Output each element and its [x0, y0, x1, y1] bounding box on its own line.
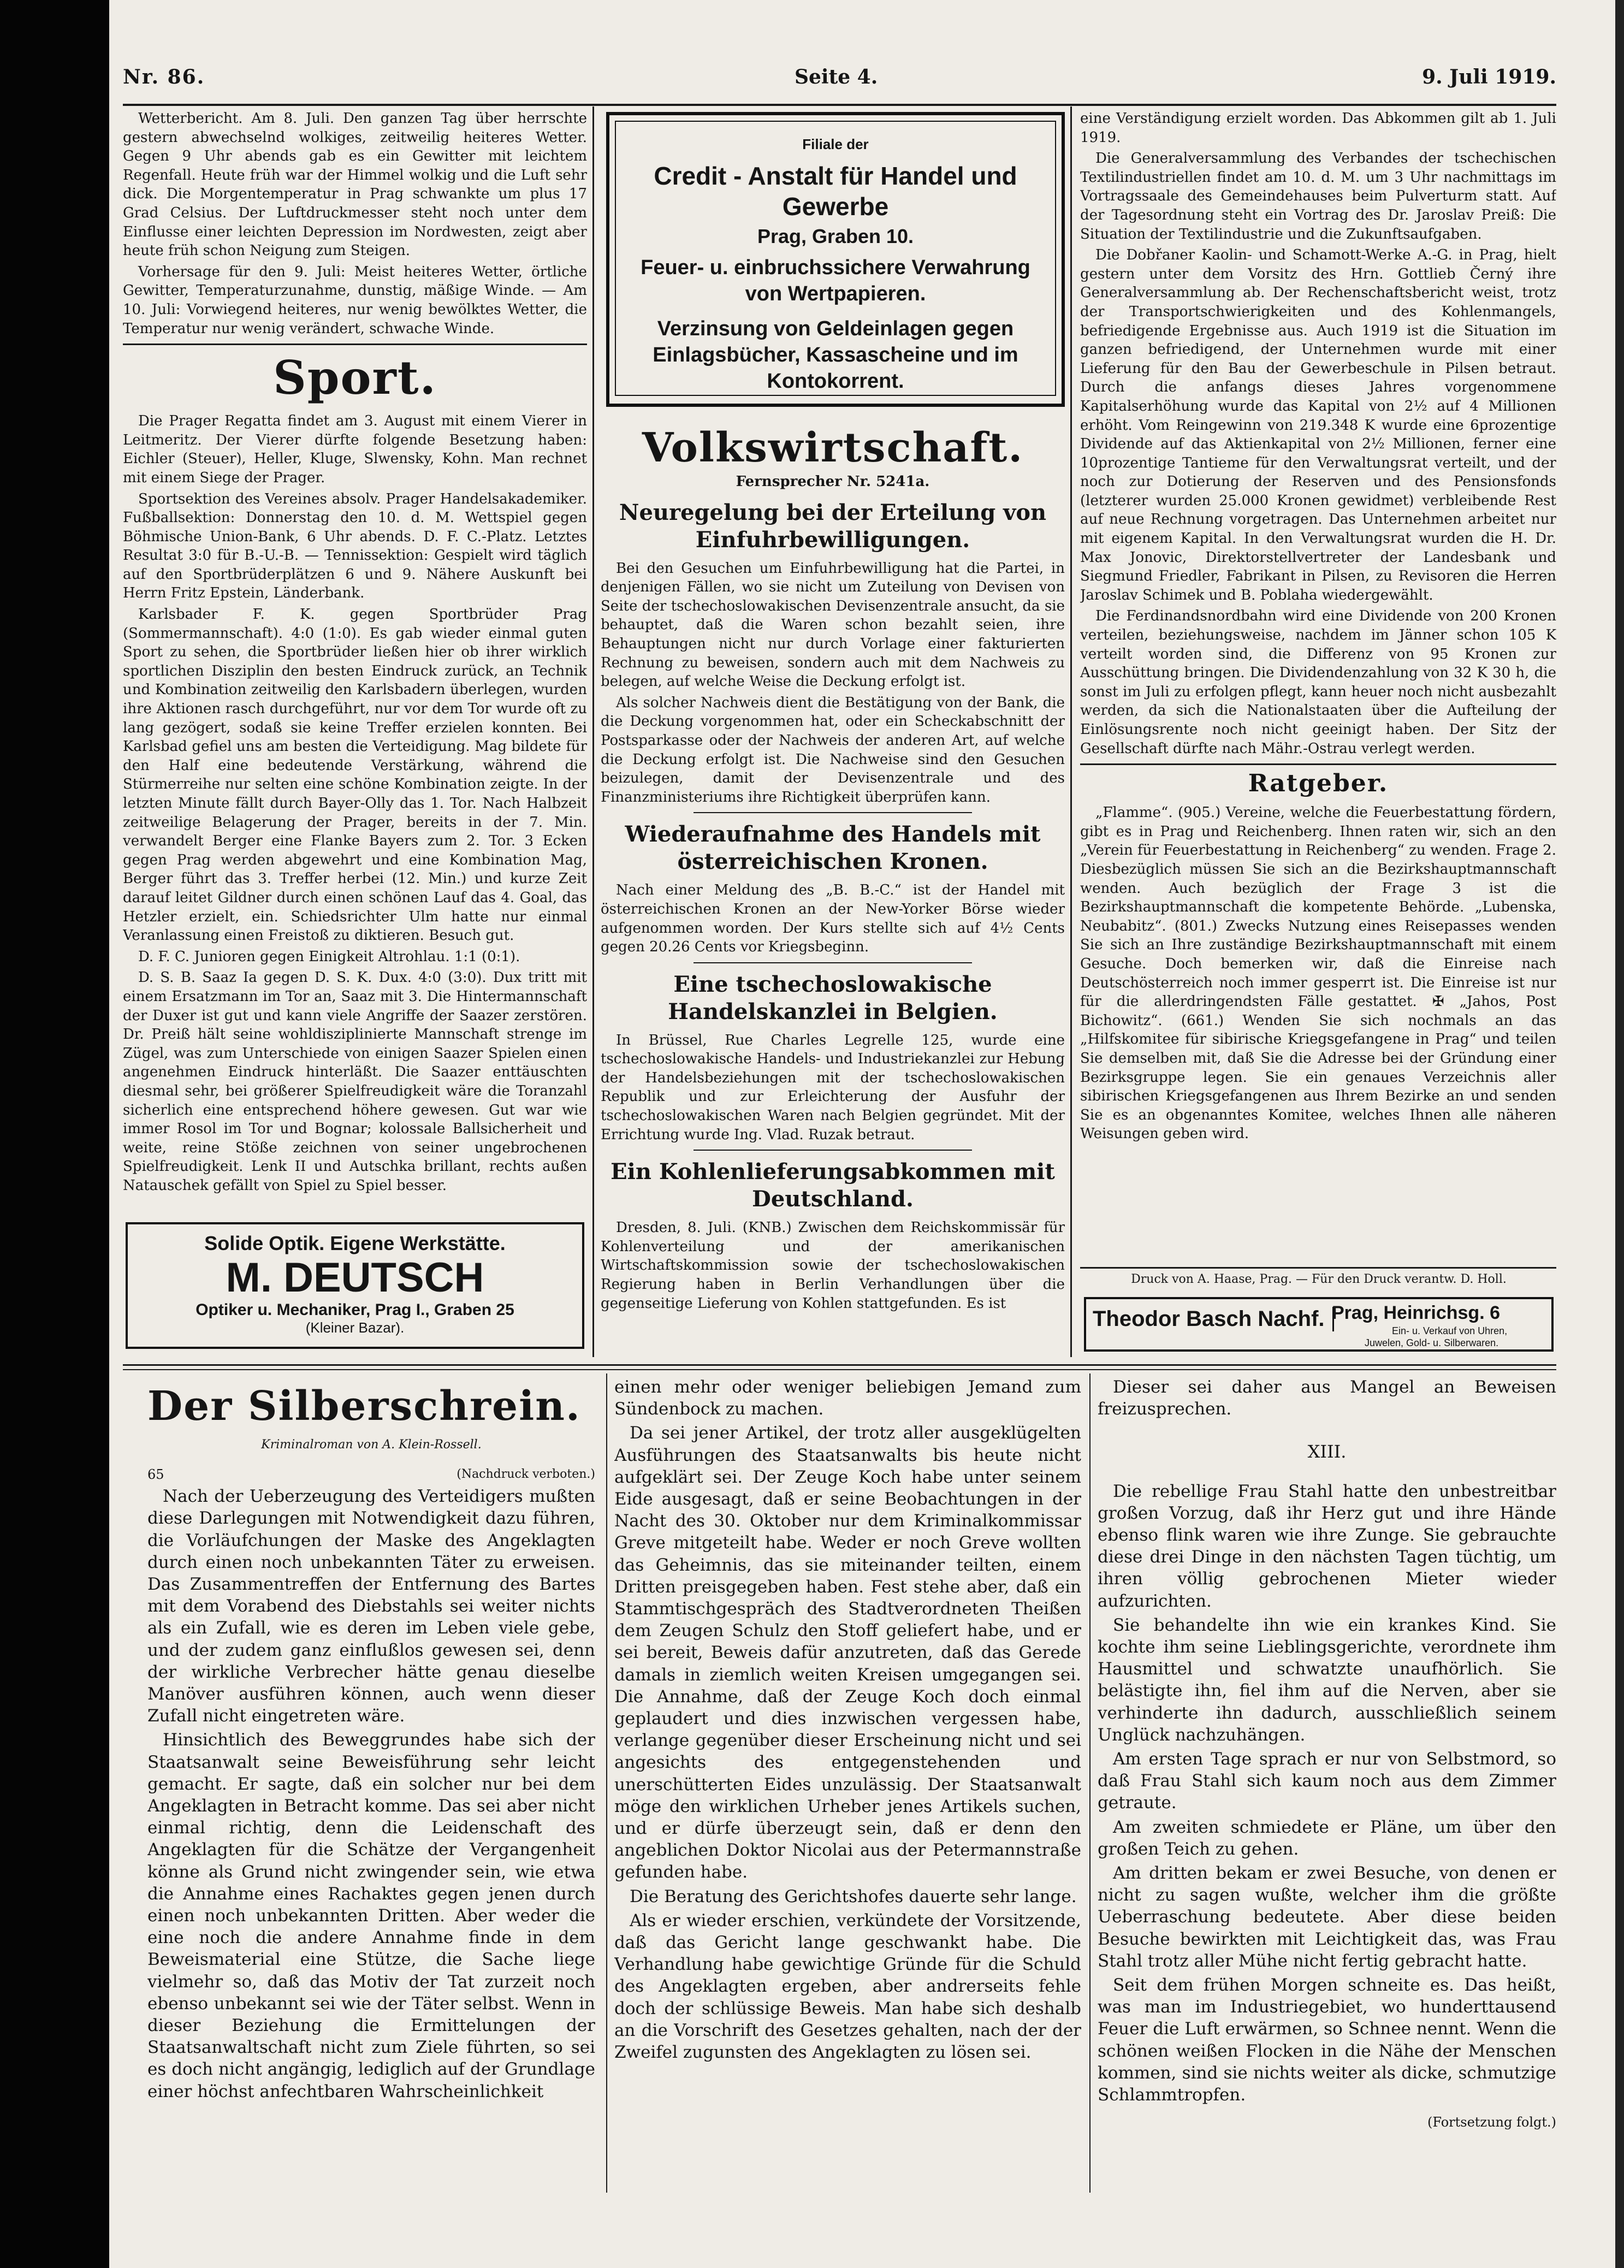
novel-column-rule-1 [606, 1373, 607, 2193]
import-permits-p2: Als solcher Nachweis dient die Bestätigung von der Bank, die die Deckung vorgenommen hat, oder ein Scheckabschnitt der Postsparkasse oder der Nachweis der anderen Art, auf welche die Deckung erfolgt ist. Die Nachweise sind den Gesuchen beizulegen, damit der Devisenzentrale und des Finanzministeriums ihre Richtigkeit überprüfen kann. [601, 694, 1065, 806]
sport-juniors: D. F. C. Junioren gegen Einigkeit Altrohlau. 1:1 (0:1). [138, 948, 520, 965]
ad-bank-filiale: Filiale der [802, 136, 869, 152]
sport-saaz: D. S. B. Saaz Ia gegen D. S. K. Dux. 4:0 (3:0). Dux tritt mit einem Ersatzmann im Tor an, Saaz mit 3. Die Hintermannschaft der Duxer ist gut und kann viele Angriffe der Saazer zerstören. Dr. Preiß hält seine wohldisziplinierte Mannschaft strenge im Zügel, was zum Unterschiede von einigen Saazer Spielen einen angenehmen Eindruck hinterläßt. Die Saazer enttäuschten diesmal sehr, bei größerer Spielfreudigkeit wäre die Toranzahl sicherlich eine entsprechend höhere gewesen. Gut war wie immer Rosol im Tor und Bognar; kolossale Ballsicherheit und weite, reine Stöße zeichnen von seiner ungebrochenen Spielfreudigkeit. Lenk II und Autschka brillant, rechts außen Natauschek gefällt von Spiel zu Spiel besser. [123, 969, 587, 1194]
novel-a1: Nach der Ueberzeugung des Verteidigers mußten diese Darlegungen mit Notwendigkeit dazu führen, die Vorläufchungen der Maske des Angeklagten durch einen noch unbekannten Täter zu erweisen. Das Zusammentreffen der Entfernung des Bartes mit dem Vorabend des Diebstahls sei weiter nichts als ein Zufall, wie es deren im Leben viele gebe, und der zudem ganz einflußlos gewesen sei, denn der wirkliche Verbrecher hätte genau dieselbe Manöver ausführen können, auch wenn dieser Zufall nicht eingetreten wäre. [147, 1487, 595, 1726]
column-3 [1080, 109, 1556, 1267]
sport-handelsakademiker: Sportsektion des Vereines absolv. Prager Handelsakademiker. Fußballsektion: Donnerstag den 10. d. M. Wettspiel gegen Böhmische Union-Bank, 6 Uhr abends. D. F. C.-Platz. Letztes Resultat 3:0 für B.-U.-B. — Tennissektion: Gespielt wird täglich auf den Sportbrüderplätzen 6 und 9. Nähere Auskunft bei Herrn Fritz Epstein, Länderbank. [123, 490, 587, 602]
novel-c6: Am dritten bekam er zwei Besuche, von denen er nicht zu sagen wußte, welcher ihm die größte Ueberraschung bedeutete. Aber diese beiden Besuche bewirkten mit Leichtigkeit das, was Frau Stahl trotz aller Mühe nicht fertig gebracht hatte. [1098, 1863, 1556, 1971]
novel-c5: Am zweiten schmiedete er Pläne, um über den großen Teich zu gehen. [1098, 1817, 1556, 1859]
economy-phone: Fernsprecher Nr. 5241a. [736, 473, 930, 490]
ad-basch-name: Theodor Basch Nachf. [1093, 1307, 1334, 1331]
ad-basch-address: Prag, Heinrichsg. 6 [1332, 1302, 1500, 1323]
scan-border-right [1615, 0, 1624, 2268]
novel-b2: Da sei jener Artikel, der trotz aller ausgeklügelten Ausführungen des Staatsanwalts bis heute nicht aufgeklärt sei. Der Zeuge Koch habe unter seinem Eide ausgesagt, daß er seine Beobachtungen in der Nacht des 30. Oktober nur dem Kriminalkommissar Greve mitgeteilt habe. Weder er noch Greve wollten das Geheimnis, das sie miteinander teilten, einem Dritten preisgegeben haben. Fest stehe aber, daß ein Stammtischgespräch des Stadtverordneten Theißen dem Zeugen Schulz den Stoff geliefert habe, und er sei bereit, Beweis dafür anzutreten, daß das Gerede damals in ziemlich weiten Kreisen umgegangen sei. Die Annahme, daß der Zeuge Koch doch einmal geplaudert und dies inzwischen vergessen habe, verlange gegenüber dieser Erscheinung nicht und sei angesichts des entgegenstehenden und unerschütterten Eides unzulässig. Der Staatsanwalt möge den wirklichen Urheber jenes Artikels suchen, und er dürfe überzeugt sein, daß er denn den angeblichen Doktor Nicolai aus der Petermannstraße gefunden habe. [614, 1423, 1081, 1882]
novel-installment [147, 1464, 595, 1485]
ad-optik-address: Optiker u. Mechaniker, Prag I., Graben 25 [195, 1301, 514, 1319]
ad-optik-tagline: Solide Optik. Eigene Werkstätte. [204, 1232, 506, 1254]
page-number: Seite 4. [795, 66, 878, 88]
weather-report: Wetterbericht. Am 8. Juli. Den ganzen Tag über herrschte gestern abwechselnd wolkiges, zeitweilig heiteres Wetter. Gegen 9 Uhr abends gab es ein Gewitter mit leichtem Regenfall. Heute früh war der Himmel wolkig und die Luft sehr dick. Die Morgentemperatur in Prag schwankte um plus 17 Grad Celsius. Der Luftdruckmesser steht noch unter dem Einflusse einer leichten Depression im Nordwesten, zeigt aber heute früh schon Neigung zum Steigen. [123, 110, 587, 259]
heading-import-permits: Neuregelung bei der Erteilung von Einfuhrbewilligungen. [619, 499, 1047, 553]
ad-optik-deutsch [126, 1222, 584, 1349]
ad-theodor-basch [1084, 1297, 1554, 1352]
column-rule-2 [1070, 106, 1072, 1357]
column-1 [123, 109, 587, 1212]
novel-b1: einen mehr oder weniger beliebigen Jemand zum Sündenbock zu machen. [614, 1377, 1081, 1419]
novel-author: Kriminalroman von A. Klein-Rossell. [261, 1438, 482, 1452]
sport-heading: Sport. [273, 351, 437, 405]
article-rule [694, 1150, 972, 1151]
weather-forecast: Vorhersage für den 9. Juli: Meist heiteres Wetter, örtliche Gewitter, Temperaturzunahme, dunstig, mäßige Winde. — Am 10. Juli: Vorwiegend heiteres, nur wenig bewölktes Wetter, die Temperatur nur wenig verändert, schwache Winde. [123, 263, 587, 337]
header-rule [123, 104, 1556, 106]
heading-belgium-office: Eine tschechoslowakische Handelskanzlei in Belgien. [668, 971, 998, 1025]
chapter-number: XIII. [1307, 1441, 1347, 1462]
novel-c7: Seit dem frühen Morgen schneite es. Das heißt, was man im Industriegebiet, wo hunderttausend Feuer die Luft erwärmen, so Schnee nennt. Wenn die schönen weißen Flocken in die Nähe der Menschen kommen, sind sie nichts weiter als dicke, schmutzige Schlammtropfen. [1098, 1975, 1556, 2105]
ad-optik-name: M. DEUTSCH [226, 1254, 484, 1301]
ad-basch-goods: Juwelen, Gold- u. Silberwaren. [1365, 1337, 1499, 1348]
ad-bank-interest: Verzinsung von Geldeinlagen gegen Einlagsbücher, Kassascheine und im Kontokorrent. [653, 317, 1018, 393]
ad-credit-anstalt [606, 112, 1065, 407]
novel-c4: Am ersten Tage sprach er nur von Selbstmord, so daß Frau Stahl sich kaum noch aus dem Zimmer getraute. [1098, 1749, 1556, 1813]
novel-c3: Sie behandelte ihn wie ein krankes Kind. Sie kochte ihm seine Lieblingsgerichte, verordnete ihm Hausmittel und schwatzte unaufhörlich. Sie belästigte ihn, fiel ihm auf die Nerven, aber sie verhinderte ihn dadurch, ausschließlich seinem Unglück nachzuhängen. [1098, 1615, 1556, 1745]
sport-karlsbad: Karlsbader F. K. gegen Sportbrüder Prag (Sommermannschaft). 4:0 (1:0). Es gab wieder einmal guten Sport zu sehen, die Sportbrüder ließen hier ob ihrer wirklich sportlichen Disziplin den besten Eindruck zurück, an Technik und Kombination zeitweilig den Karlsbadern überlegen, wurden ihre Aktionen rasch durchgeführt, nur vor dem Tor wurde oft zu lang gezögert, sodaß sie keine Treffer erzielen konnten. Bei Karlsbad gefiel uns am besten die Verteidigung. Mag bildete für den Half eine bedeutende Verstärkung, während die Stürmerreihe nur selten eine schöne Kombination zeigte. In der letzten Minute fällt durch Bayer-Olly das 1. Tor. Nach Halbzeit zeitweilige Belagerung der Prager, bereits in der 7. Min. verwandelt Berger eine Flanke Bayers zum 2. Tor. 3 Ecken gegen Prag werden abgewehrt und eine Kombination Mag, Berger führt das 3. Treffer herbei (12. Min.) und kurze Zeit darauf leitet Gildner durch einen schönen Lauf das 4. Goal, das Hetzler erzielt, ein. Schiedsrichter Ulm hatte nur einmal Veranlassung einen Freistoß zu diktieren. Besuch gut. [123, 606, 587, 944]
novel-column-2 [614, 1376, 1081, 2190]
imprint: Druck von A. Haase, Prag. — Für den Druck verantw. D. Holl. [1131, 1272, 1507, 1286]
heading-coal-agreement: Ein Kohlenlieferungsabkommen mit Deutschland. [611, 1159, 1055, 1212]
import-permits-p1: Bei den Gesuchen um Einfuhrbewilligung hat die Partei, in denjenigen Fällen, wo sie nicht um Zuteilung von Devisen von Seite der tschechoslowakischen Devisenzentrale ansucht, da sie behauptet, daß die Waren schon bezahlt seien, ihre Behauptungen nicht nur durch Vorlage einer fakturierten Rechnung zu beweisen, sondern auch mit dem Nachweis zu belegen, auf welche Weise die Deckung erfolgt ist. [601, 560, 1065, 690]
column-2 [601, 423, 1065, 1352]
novel-a2: Hinsichtlich des Beweggrundes habe sich der Staatsanwalt seine Beweisführung sehr leicht gemacht. Er sagte, daß ein solcher nur bei dem Angeklagten in Betracht komme. Das sei aber nicht einmal richtig, denn die Leidenschaft des Angeklagten für die Schätze der Vergangenheit könne als Grund nicht zwingender sein, wie etwa die Annahme eines Rachaktes gegen jenen durch einen noch unbekannten Dritten. Aber weder die eine noch die andere Annahme finde in dem Beweismaterial eine Stütze, die Sache liege vielmehr so, daß das Motiv der Tat zurzeit noch ebenso unbekannt sei wie der Täter selbst. Wenn in dieser Beziehung die Ermittelungen der Staatsanwaltschaft nicht zum Ziele führten, so sei es doch nicht angängig, lediglich auf der Grundlage einer höchst anfechtbaren Wahrscheinlichkeit [147, 1730, 595, 2101]
economy-heading: Volkswirtschaft. [642, 424, 1024, 471]
issue-date: 9. Juli 1919. [1422, 66, 1556, 88]
novel-c1: Dieser sei daher aus Mangel an Beweisen freizusprechen. [1098, 1377, 1556, 1419]
heading-austrian-crowns: Wiederaufnahme des Handels mit österreichischen Kronen. [625, 821, 1041, 875]
feuilleton-rule-top [123, 1364, 1556, 1366]
novel-c2: Die rebellige Frau Stahl hatte den unbestreitbar großen Vorzug, daß ihr Herz gut und ihre Hände ebenso flink waren wie ihre Zunge. Sie gebrauchte diese drei Dinge in den nächsten Tagen tüchtig, um ihren völlig gebrochenen Mieter wieder aufzurichten. [1098, 1481, 1556, 1611]
reprint-notice: (Nachdruck verboten.) [457, 1467, 595, 1482]
scan-border-left [0, 0, 109, 2268]
novel-b4: Als er wieder erschien, verkündete der Vorsitzende, daß das Gericht lange geschwankt habe. Die Verhandlung habe gewichtige Gründe für die Schuld des Angeklagten ergeben, aber andrerseits fehle doch der schlüssige Beweis. Man habe sich deshalb an die Vorschrift des Gesetzes gehalten, nach der der Zweifel zugunsten des Angeklagten zu lösen sei. [614, 1910, 1081, 2063]
sport-regatta: Die Prager Regatta findet am 3. August mit einem Vierer in Leitmeritz. Der Vierer dürfte folgende Besetzung haben: Eichler (Steuer), Heller, Kluge, Slwensky, Kohn. Man rechnet mit einem Siege der Prager. [123, 413, 587, 486]
ratgeber-heading: Ratgeber. [1248, 769, 1389, 798]
coal-agreement-p: Dresden, 8. Juli. (KNB.) Zwischen dem Reichskommissär für Kohlenverteilung und der amerikanischen Wirtschaftskommission sowie der tschechoslowakischen Regierung haben in Berlin Verhandlungen über die gegenseitige Lieferung von Kohlen stattgefunden. Es ist [601, 1219, 1065, 1312]
belgium-office-p: In Brüssel, Rue Charles Legrelle 125, wurde eine tschechoslowakische Handels- und Industriekanzlei zur Hebung der Handelsbeziehungen mit der tschechoslowakischen Republik und zur Erleichterung der Ausfuhr der tschechoslowakischen Waren nach Belgien gegründet. Mit der Errichtung wurde Ing. Vlad. Ruzak betraut. [601, 1032, 1065, 1143]
ratgeber-text: „Flamme“. (905.) Vereine, welche die Feuerbestattung fördern, gibt es in Prag und Reichenberg. Ihnen raten wir, sich an den „Verein für Feuerbestattung in Reichenberg“ zu wenden. Frage 2. Diesbezüglich müssen Sie sich an die Bezirkshauptmannschaft wenden. Auch bezüglich der Frage 3 ist die Bezirkshauptmannschaft die kompetente Behörde. „Lubenska, Neubabitz“. (801.) Zwecks Nutzung eines Reisepasses wenden Sie sich an Ihre zuständige Bezirkshauptmannschaft mit einem Gesuche. Doch bemerken wir, daß die Einreise nach Deutschösterreich noch immer gesperrt ist. Die Einreise ist nur für die allerdringendsten Fälle gestattet. ✠ „Jahos, Post Bichowitz“. (661.) Wenden Sie sich nochmals an das „Hilfskomitee für sibirische Kriegsgefangene in Prag“ und teilen Sie demselben mit, daß Sie die Adresse bei der Gründung einer Bezirksgruppe legen. Sie ein genaues Verzeichnis aller sibirischen Kriegsgefangenen aus Ihrem Bezirke an und senden Sie es an obgenanntes Komitee, welches Ihnen alle näheren Weisungen geben wird. [1080, 804, 1556, 1142]
ad-bank-address: Prag, Graben 10. [757, 225, 914, 247]
kaolin-works: Die Dobřaner Kaolin- und Schamott-Werke A.-G. in Prag, hielt gestern unter dem Vorsitz des Hrn. Gottlieb Černý ihre Generalversammlung ab. Der Rechenschaftsbericht weist, trotz der Transportschwierigkeiten und des Kohlenmangels, befriedigende Ergebnisse aus. Auch 1919 ist die Situation im ganzen befriedigend, der Unternehmen wurde mit einer Lieferung für den Bau der Gewerbeschule in Pilsen betraut. Durch die anfangs dieses Jahres vorgenommene Kapitalserhöhung wurde das Kapital von 2½ auf 4 Millionen erhöht. Vom Reingewinn von 219.348 K wurde eine 6prozentige Dividende auf das Aktienkapital von 2½ Millionen, ferner eine 10prozentige Tantieme für den Verwaltungsrat verteilt, und der noch zur Dotierung der Reserven und des Pensionsfonds (letzterer wurden 25.000 Kronen gewidmet) verbleibende Rest auf neue Rechnung vorgetragen. Das Unternehmen arbeitet nur mit eigenem Kapital. In den Verwaltungsrat wurden die H. Dr. Max Jonovic, Direktorstellvertreter der Landesbank und Siegmund Friedler, Fabrikant in Pilsen, zu Revisoren die Herren Jaroslav Schimek und B. Poblaha wiedergewählt. [1080, 247, 1556, 603]
installment-number: 65 [147, 1467, 164, 1483]
section-rule [123, 344, 587, 345]
ad-bank-safekeeping: Feuer- u. einbruchssichere Verwahrung von Wertpapieren. [641, 256, 1030, 305]
continuation-notice: (Fortsetzung folgt.) [1427, 2115, 1556, 2130]
novel-b3: Die Beratung des Gerichtshofes dauerte sehr lange. [630, 1886, 1077, 1906]
issue-number: Nr. 86. [123, 66, 205, 88]
austrian-crowns-p: Nach einer Meldung des „B. B.-C.“ ist der Handel mit österreichischen Kronen an der New-Yorker Börse wieder aufgenommen worden. Der Kurs stellte sich auf 4½ Cents gegen 20.26 Cents vor Kriegsbeginn. [601, 882, 1065, 956]
novel-column-1 [147, 1382, 595, 2184]
imprint-rule [1080, 1267, 1556, 1269]
ad-basch-trade: Ein- u. Verkauf von Uhren, [1392, 1325, 1508, 1336]
column-rule-1 [592, 106, 594, 1357]
coal-agreement-cont: eine Verständigung erzielt worden. Das Abkommen gilt ab 1. Juli 1919. [1080, 110, 1556, 146]
novel-column-rule-2 [1089, 1373, 1090, 2193]
ad-optik-bazar: (Kleiner Bazar). [305, 1319, 405, 1336]
article-rule [694, 812, 972, 813]
page-header [123, 60, 1556, 98]
textile-assembly: Die Generalversammlung des Verbandes der tschechischen Textilindustriellen findet am 10. d. M. um 3 Uhr nachmittags im Vortragssaale des Gemeindehauses beim Pulverturm statt. Auf der Tagesordnung steht ein Vortrag des Dr. Jaroslav Preiß: Die Situation der Textilindustrie und die Zukunftsaufgaben. [1080, 150, 1556, 242]
feuilleton-rule-bottom [123, 1369, 1556, 1370]
section-rule [1080, 763, 1556, 765]
article-rule [694, 962, 972, 963]
ferdinand-railway: Die Ferdinandsnordbahn wird eine Dividende von 200 Kronen verteilen, beziehungsweise, nachdem im Jänner schon 105 K verteilt worden sind, die Differenz von 95 Kronen zur Ausschüttung bringen. Die Dividendenzahlung von 32 K 30 h, die sonst im Juli zu erfolgen pflegt, kann heuer noch nicht ausbezahlt werden, da sich die Nationalstaaten über die Aufteilung der Einlösungsrente noch nicht geeinigt haben. Der Sitz der Gesellschaft dürfte nach Mähr.-Ostrau verlegt werden. [1080, 608, 1556, 757]
novel-column-3 [1098, 1376, 1556, 2190]
novel-title: Der Silberschrein. [147, 1383, 581, 1430]
ad-bank-name: Credit - Anstalt für Handel und Gewerbe [654, 162, 1017, 221]
